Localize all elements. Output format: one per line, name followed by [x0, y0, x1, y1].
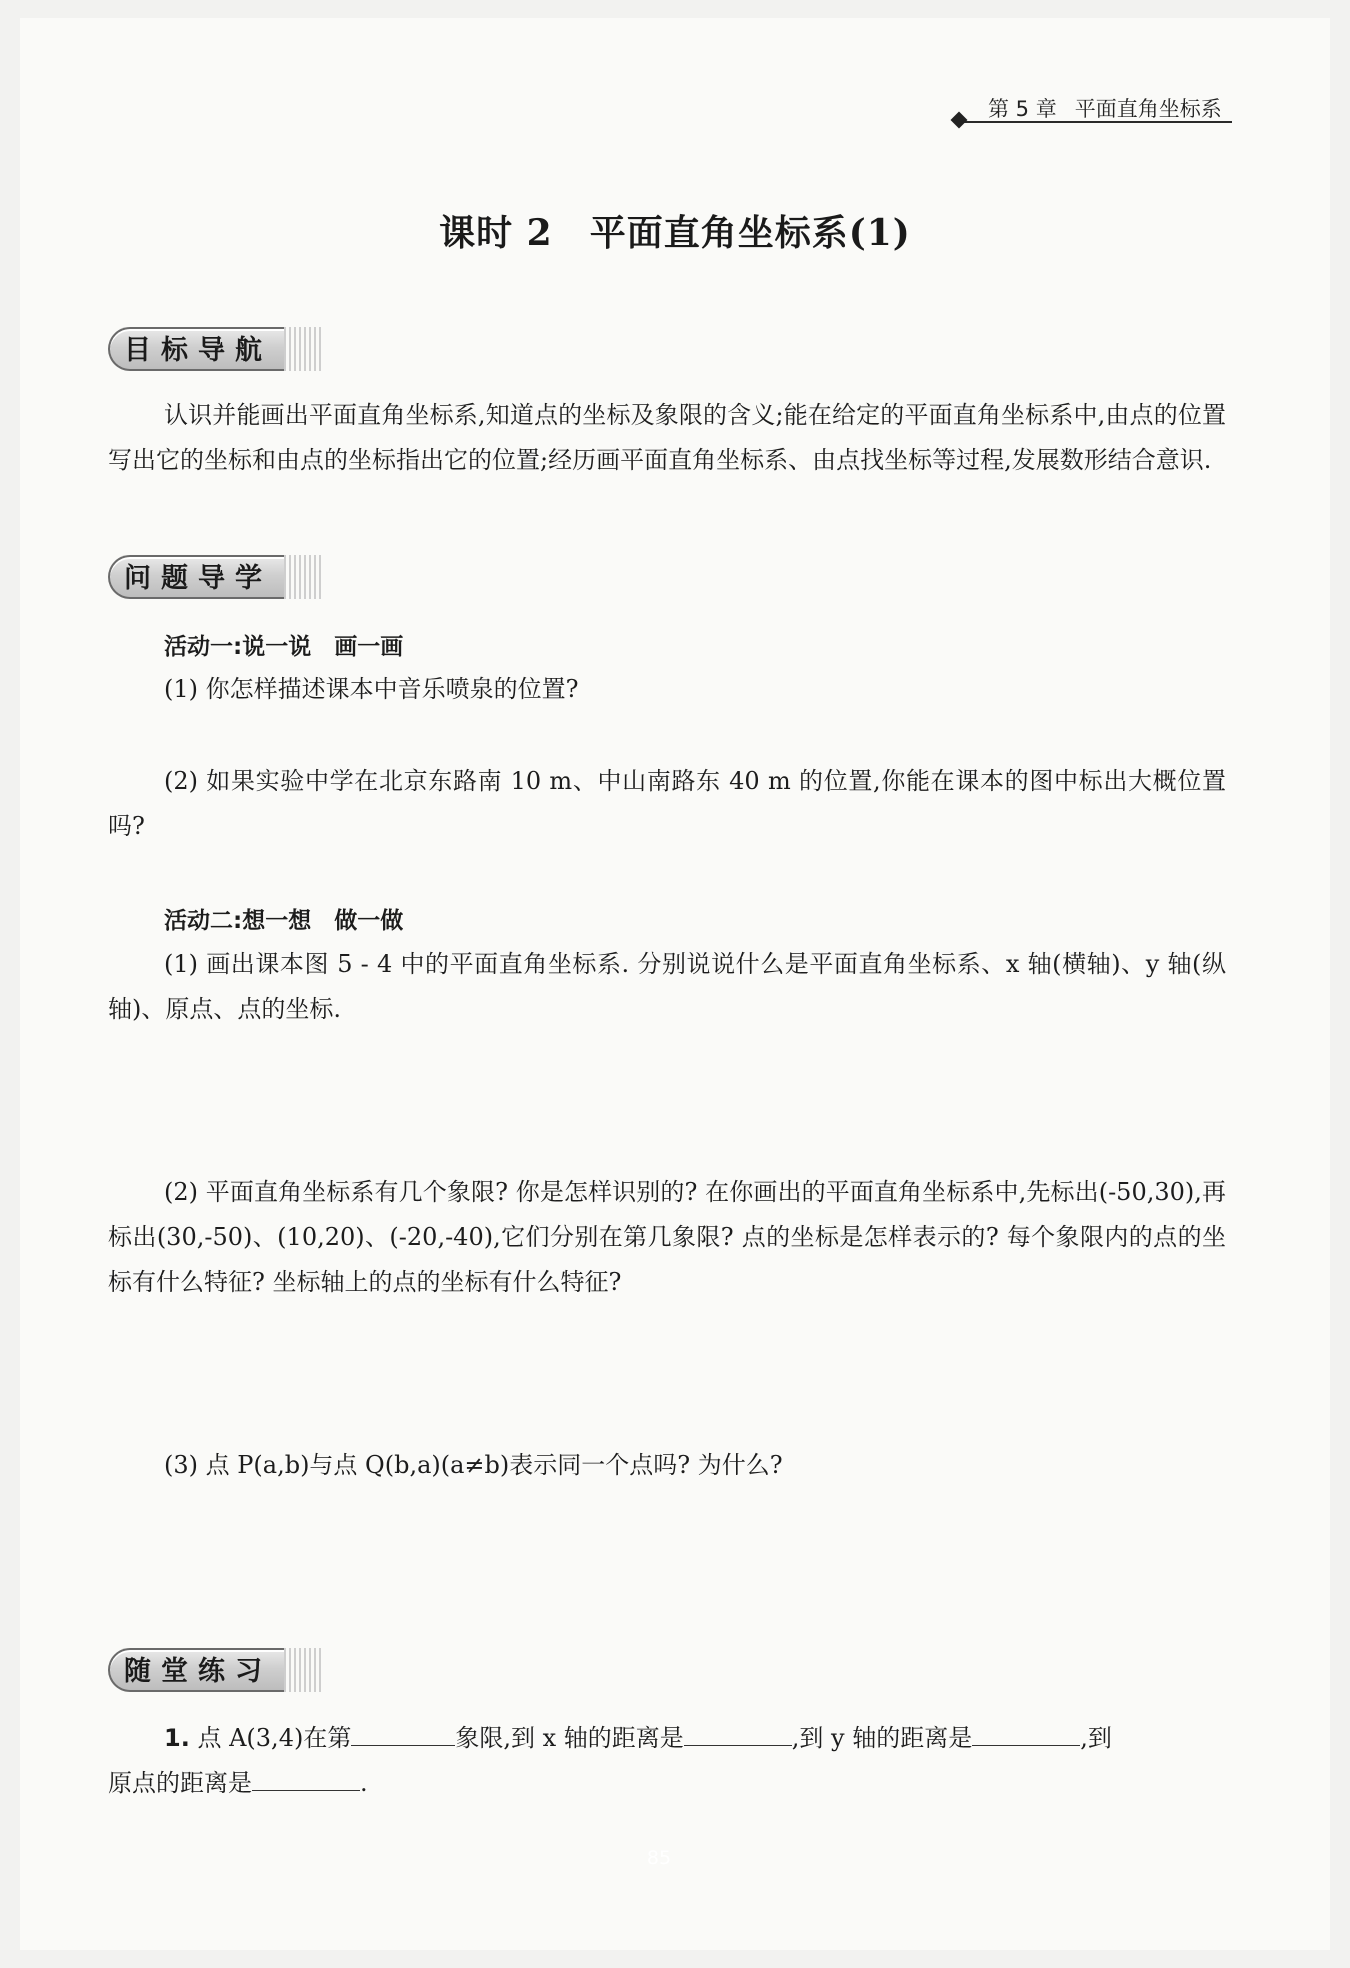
exercise-line-2: [108, 1761, 368, 1806]
activity2-question1: (1) 画出课本图 5 - 4 中的平面直角坐标系. 分别说说什么是平面直角坐标系、x 轴(横轴)、y 轴(纵轴)、原点、点的坐标.: [108, 950, 1226, 1023]
section-badge-guide: 问题导学: [108, 555, 284, 599]
activity2-title: 活动二:想一想 做一做: [164, 908, 404, 934]
running-header: [988, 93, 1222, 123]
exercise-text-2: 象限,到 x 轴的距离是: [455, 1724, 684, 1752]
activity1-question1: (1) 你怎样描述课本中音乐喷泉的位置?: [164, 675, 579, 703]
activity1-question2: (2) 如果实验中学在北京东路南 10 m、中山南路东 40 m 的位置,你能在课本的图中标出大概位置吗?: [108, 767, 1226, 840]
chapter-number: 第 5 章: [988, 97, 1057, 121]
activity1-title: 活动一:说一说 画一画: [164, 634, 404, 660]
answer-blank-quadrant[interactable]: [351, 1719, 455, 1746]
page-number-badge: [636, 1835, 682, 1881]
section-badge-practice: 随堂练习: [108, 1648, 284, 1692]
exercise-text-4: ,到: [1080, 1724, 1112, 1752]
exercise-number: 1.: [164, 1724, 190, 1752]
header-rule: [962, 121, 1232, 123]
badge-stripes: [284, 1648, 322, 1692]
activity2-question3: (3) 点 P(a,b)与点 Q(b,a)(a≠b)表示同一个点吗? 为什么?: [164, 1451, 783, 1479]
section-badge-goals: 目标导航: [108, 327, 284, 371]
practice-exercise-1: [108, 1716, 1226, 1806]
answer-blank-x-distance[interactable]: [684, 1719, 792, 1746]
activity2-question2: (2) 平面直角坐标系有几个象限? 你是怎样识别的? 在你画出的平面直角坐标系中,先标出(-50,30),再标出(30,-50)、(10,20)、(-20,-40),它们分别在第几象限? 点的坐标是怎样表示的? 每个象限内的点的坐标有什么特征? 坐标轴上的点的坐标有什么特征?: [108, 1178, 1226, 1296]
goals-paragraph: 认识并能画出平面直角坐标系,知道点的坐标及象限的含义;能在给定的平面直角坐标系中,由点的位置写出它的坐标和由点的坐标指出它的位置;经历画平面直角坐标系、由点找坐标等过程,发展数形结合意识.: [108, 401, 1226, 474]
exercise-text-1: 点 A(3,4)在第: [197, 1724, 352, 1752]
lesson-title: 课时 2 平面直角坐标系(1): [439, 212, 911, 254]
page-number: 85: [646, 1847, 672, 1869]
badge-stripes: [284, 327, 322, 371]
exercise-text-3: ,到 y 轴的距离是: [791, 1724, 973, 1752]
exercise-text-5: 原点的距离是: [108, 1769, 252, 1797]
chapter-title: 平面直角坐标系: [1074, 97, 1222, 121]
exercise-text-6: .: [360, 1769, 368, 1797]
answer-blank-origin-distance[interactable]: [252, 1764, 360, 1791]
badge-stripes: [284, 555, 322, 599]
answer-blank-y-distance[interactable]: [972, 1719, 1080, 1746]
